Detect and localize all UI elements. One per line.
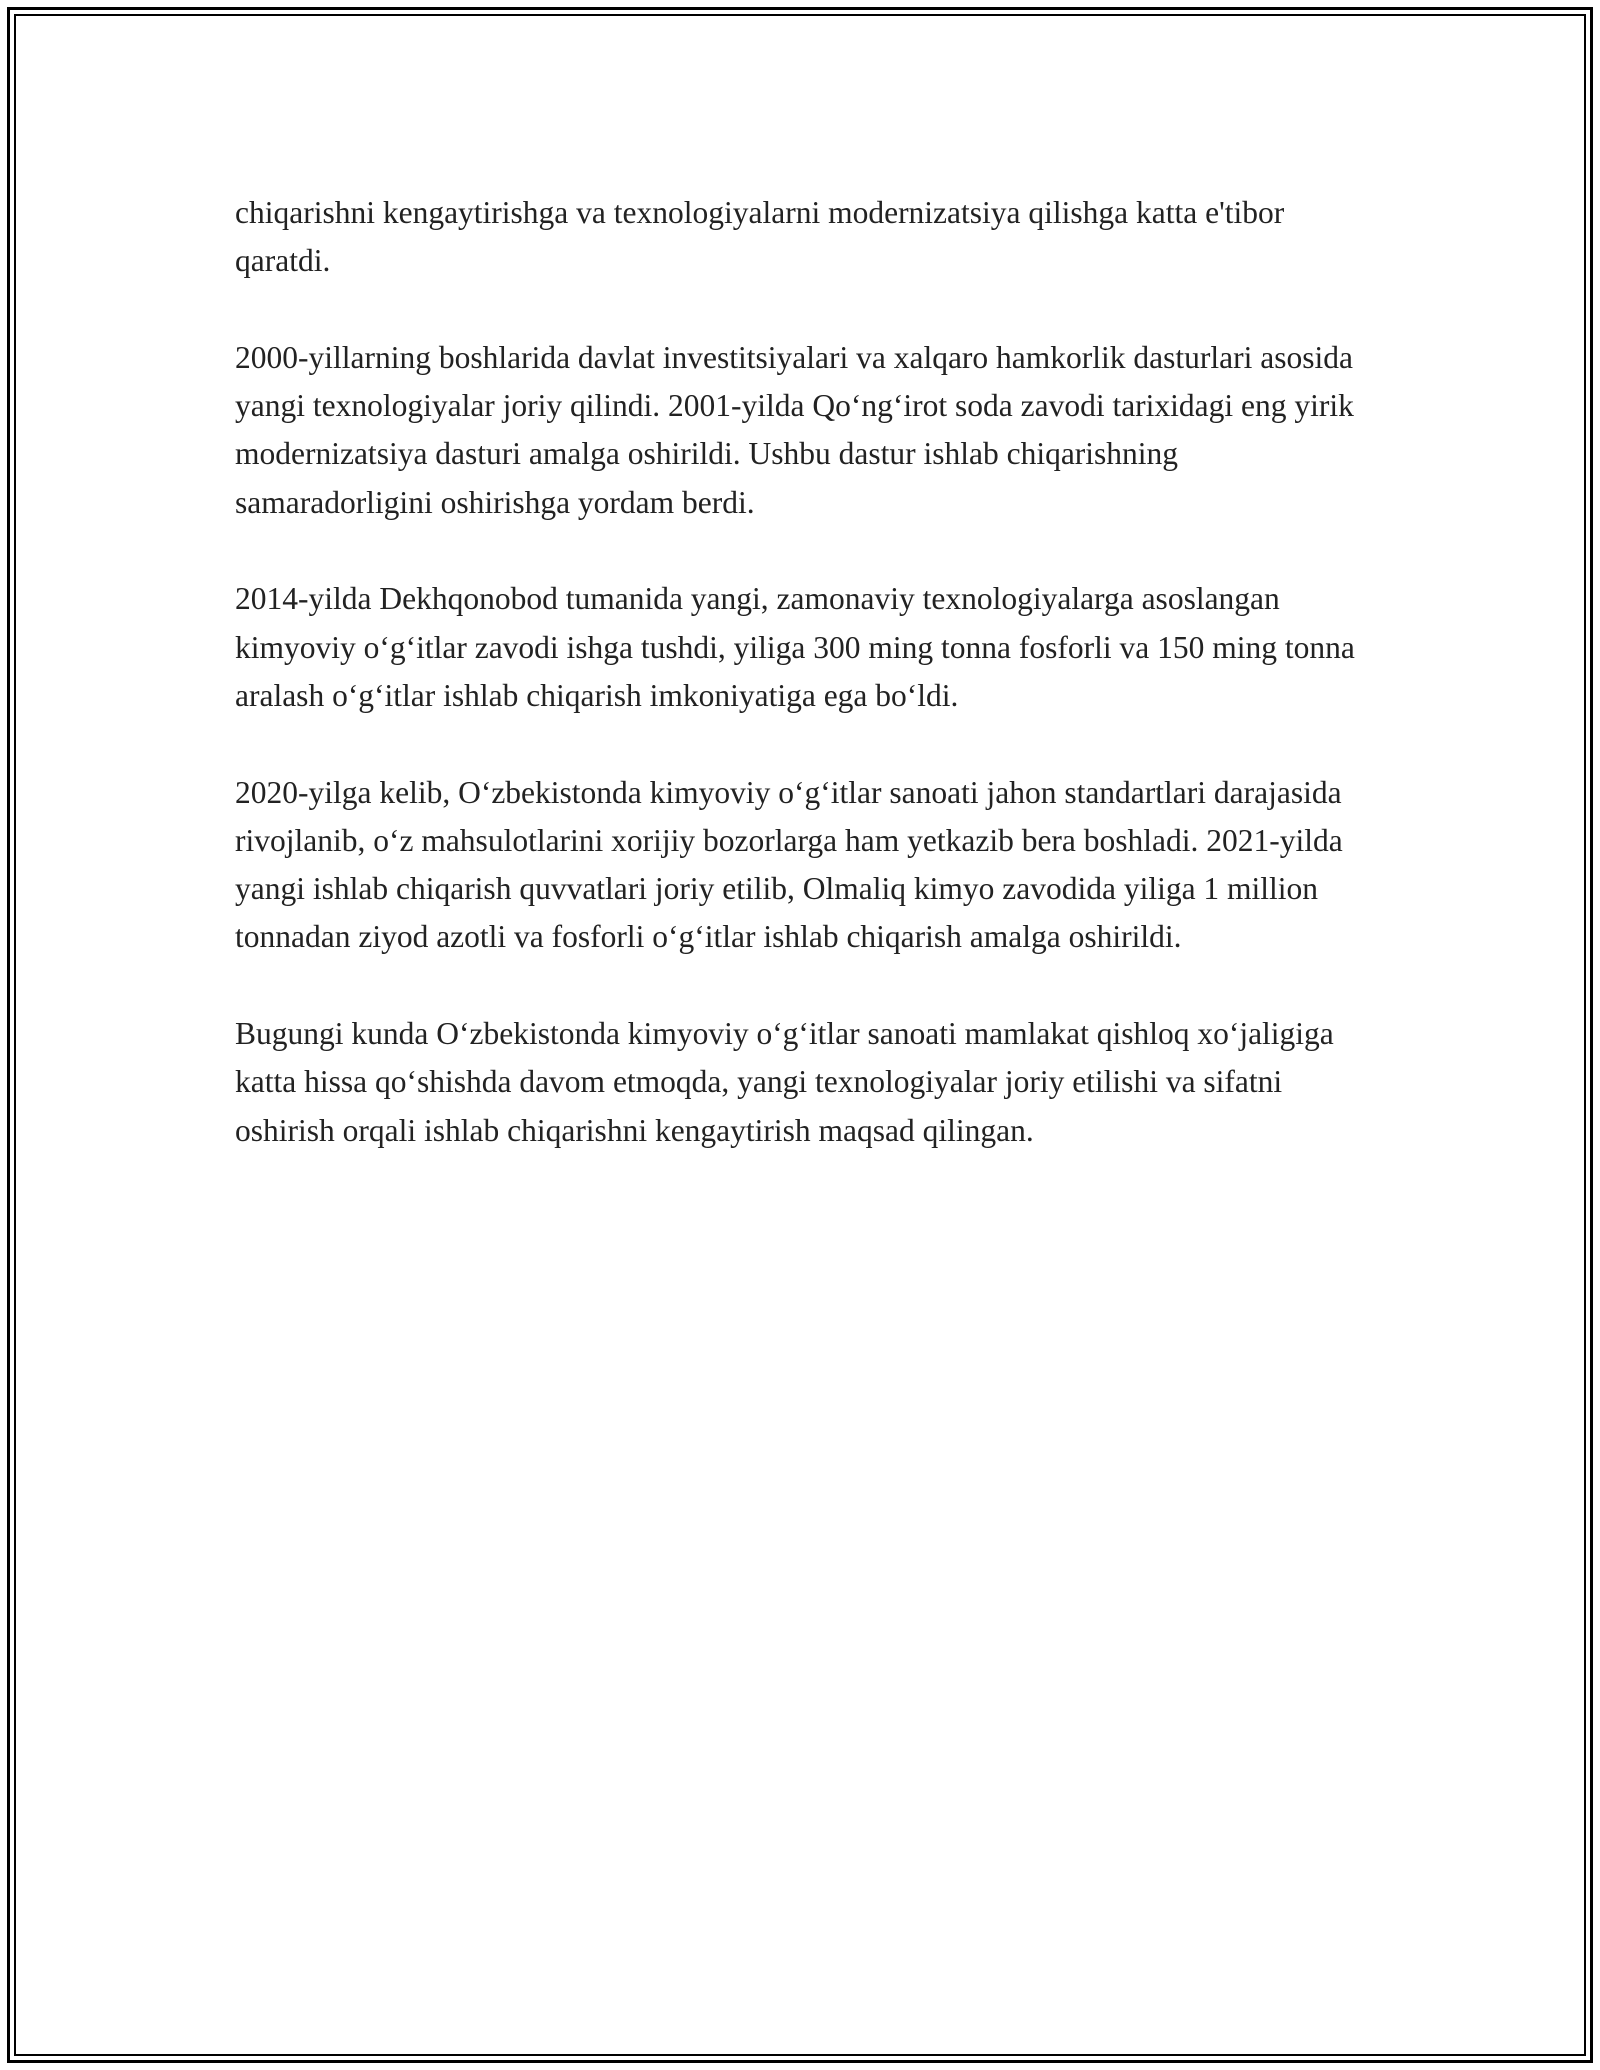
paragraph-2: 2000-yillarning boshlarida davlat investitsiyalari va xalqaro hamkorlik dasturlari asosida yangi texnologiyalar joriy qilindi. 2001-yilda Qoʻngʻirot soda zavodi tarixidagi eng yirik modernizatsiya dasturi amalga oshirildi. Ushbu dastur ishlab chiqarishning samaradorligini oshirishga yordam berdi. — [235, 339, 1354, 520]
paragraph-4: 2020-yilga kelib, Oʻzbekistonda kimyoviy oʻgʻitlar sanoati jahon standartlari darajasida rivojlanib, oʻz mahsulotlarini xorijiy bozorlarga ham yetkazib bera boshladi. 2021-yilda yangi ishlab chiqarish quvvatlari joriy etilib, Olmaliq kimyo zavodida yiliga 1 million tonnadan ziyod azotli va fosforli oʻgʻitlar ishlab chiqarish amalga oshirildi. — [235, 774, 1343, 955]
paragraph-5: Bugungi kunda Oʻzbekistonda kimyoviy oʻgʻitlar sanoati mamlakat qishloq xoʻjaligiga katta hissa qoʻshishda davom etmoqda, yangi texnologiyalar joriy etilishi va sifatni oshirish orqali ishlab chiqarishni kengaytirish maqsad qilingan. — [235, 1016, 1334, 1148]
document-body — [235, 189, 1375, 1155]
paragraph-1: chiqarishni kengaytirishga va texnologiyalarni modernizatsiya qilishga katta e'tibor qaratdi. — [235, 195, 1285, 279]
paragraph-3: 2014-yilda Dekhqonobod tumanida yangi, zamonaviy texnologiyalarga asoslangan kimyoviy oʻgʻitlar zavodi ishga tushdi, yiliga 300 ming tonna fosforli va 150 ming tonna aralash oʻgʻitlar ishlab chiqarish imkoniyatiga ega boʻldi. — [235, 581, 1355, 713]
